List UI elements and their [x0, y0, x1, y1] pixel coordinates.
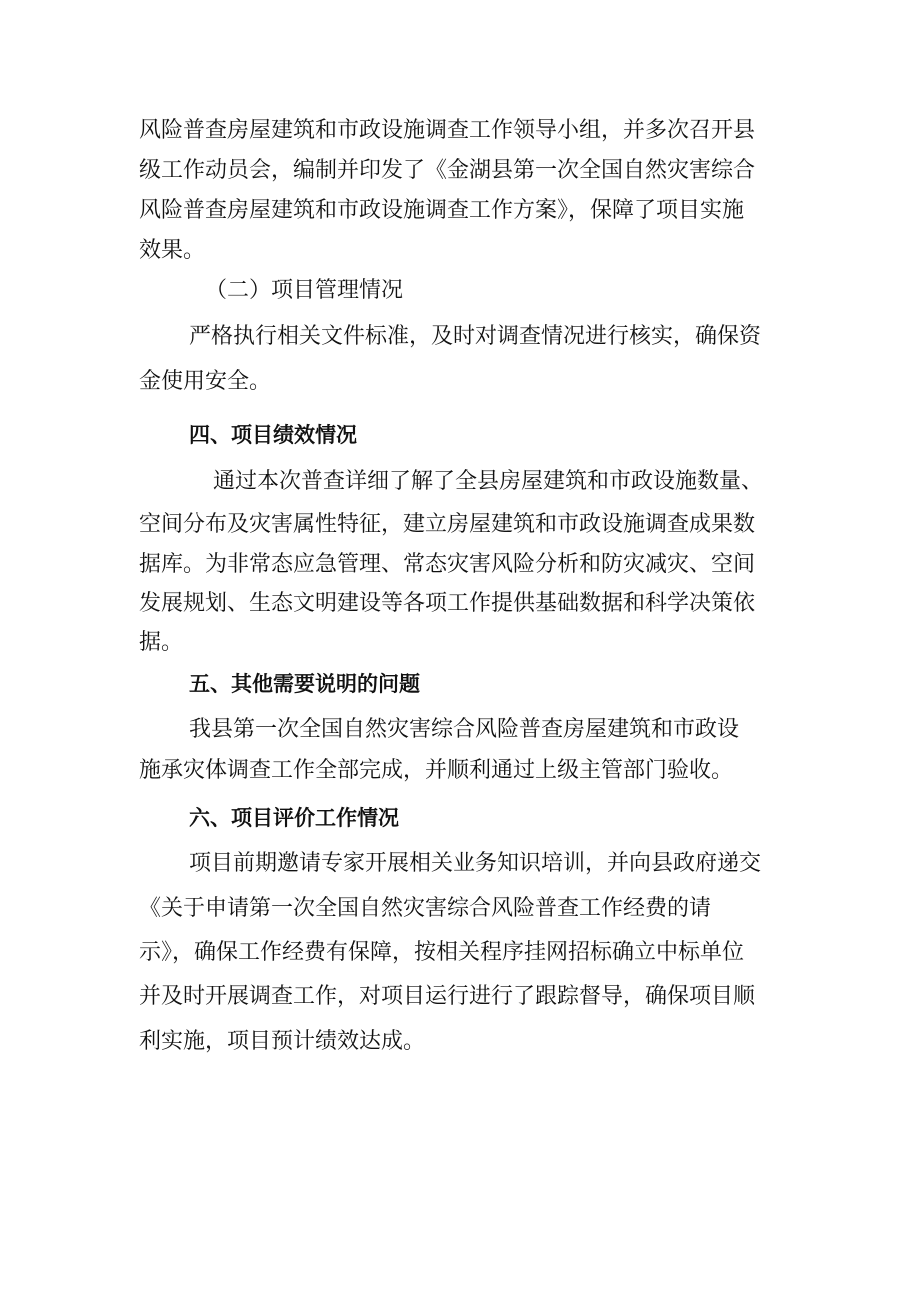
- paragraph-line: 据库。为非常态应急管理、常态灾害风险分析和防灾减灾、空间: [139, 552, 756, 577]
- paragraph-line: 施承灾体调查工作全部完成，并顺利通过上级主管部门验收。: [139, 758, 734, 783]
- paragraph-line: 据。: [139, 630, 184, 655]
- paragraph-line: 项目前期邀请专家开展相关业务知识培训，并向县政府递交: [189, 851, 762, 876]
- paragraph-line: 级工作动员会，编制并印发了《金湖县第一次全国自然灾害综合: [139, 158, 756, 183]
- paragraph-line: 示》，确保工作经费有保障，按相关程序挂网招标确立中标单位: [139, 940, 745, 965]
- paragraph-line: 并及时开展调查工作，对项目运行进行了跟踪督导，确保项目顺: [139, 984, 756, 1009]
- paragraph-line: 利实施，项目预计绩效达成。: [139, 1029, 426, 1054]
- section-heading: 四、项目绩效情况: [189, 423, 357, 447]
- paragraph-line: 风险普查房屋建筑和市政设施调查工作方案》，保障了项目实施: [139, 198, 745, 223]
- paragraph-line: 《关于申请第一次全国自然灾害综合风险普查工作经费的请: [139, 896, 712, 921]
- paragraph-line: 空间分布及灾害属性特征，建立房屋建筑和市政设施调查成果数: [139, 512, 756, 537]
- paragraph-line: 效果。: [139, 238, 206, 263]
- paragraph-line: 风险普查房屋建筑和市政设施调查工作领导小组，并多次召开县: [139, 118, 756, 143]
- paragraph-line: 我县第一次全国自然灾害综合风险普查房屋建筑和市政设: [189, 717, 740, 742]
- section-heading: 六、项目评价工作情况: [189, 806, 399, 830]
- section-heading: 五、其他需要说明的问题: [189, 672, 420, 696]
- paragraph-line: 发展规划、生态文明建设等各项工作提供基础数据和科学决策依: [139, 591, 756, 616]
- paragraph-line: 通过本次普查详细了解了全县房屋建筑和市政设施数量、: [213, 469, 764, 494]
- paragraph-line: 金使用安全。: [139, 369, 272, 394]
- subsection-title: （二）项目管理情况: [205, 278, 404, 303]
- paragraph-line: 严格执行相关文件标准，及时对调查情况进行核实，确保资: [189, 324, 762, 349]
